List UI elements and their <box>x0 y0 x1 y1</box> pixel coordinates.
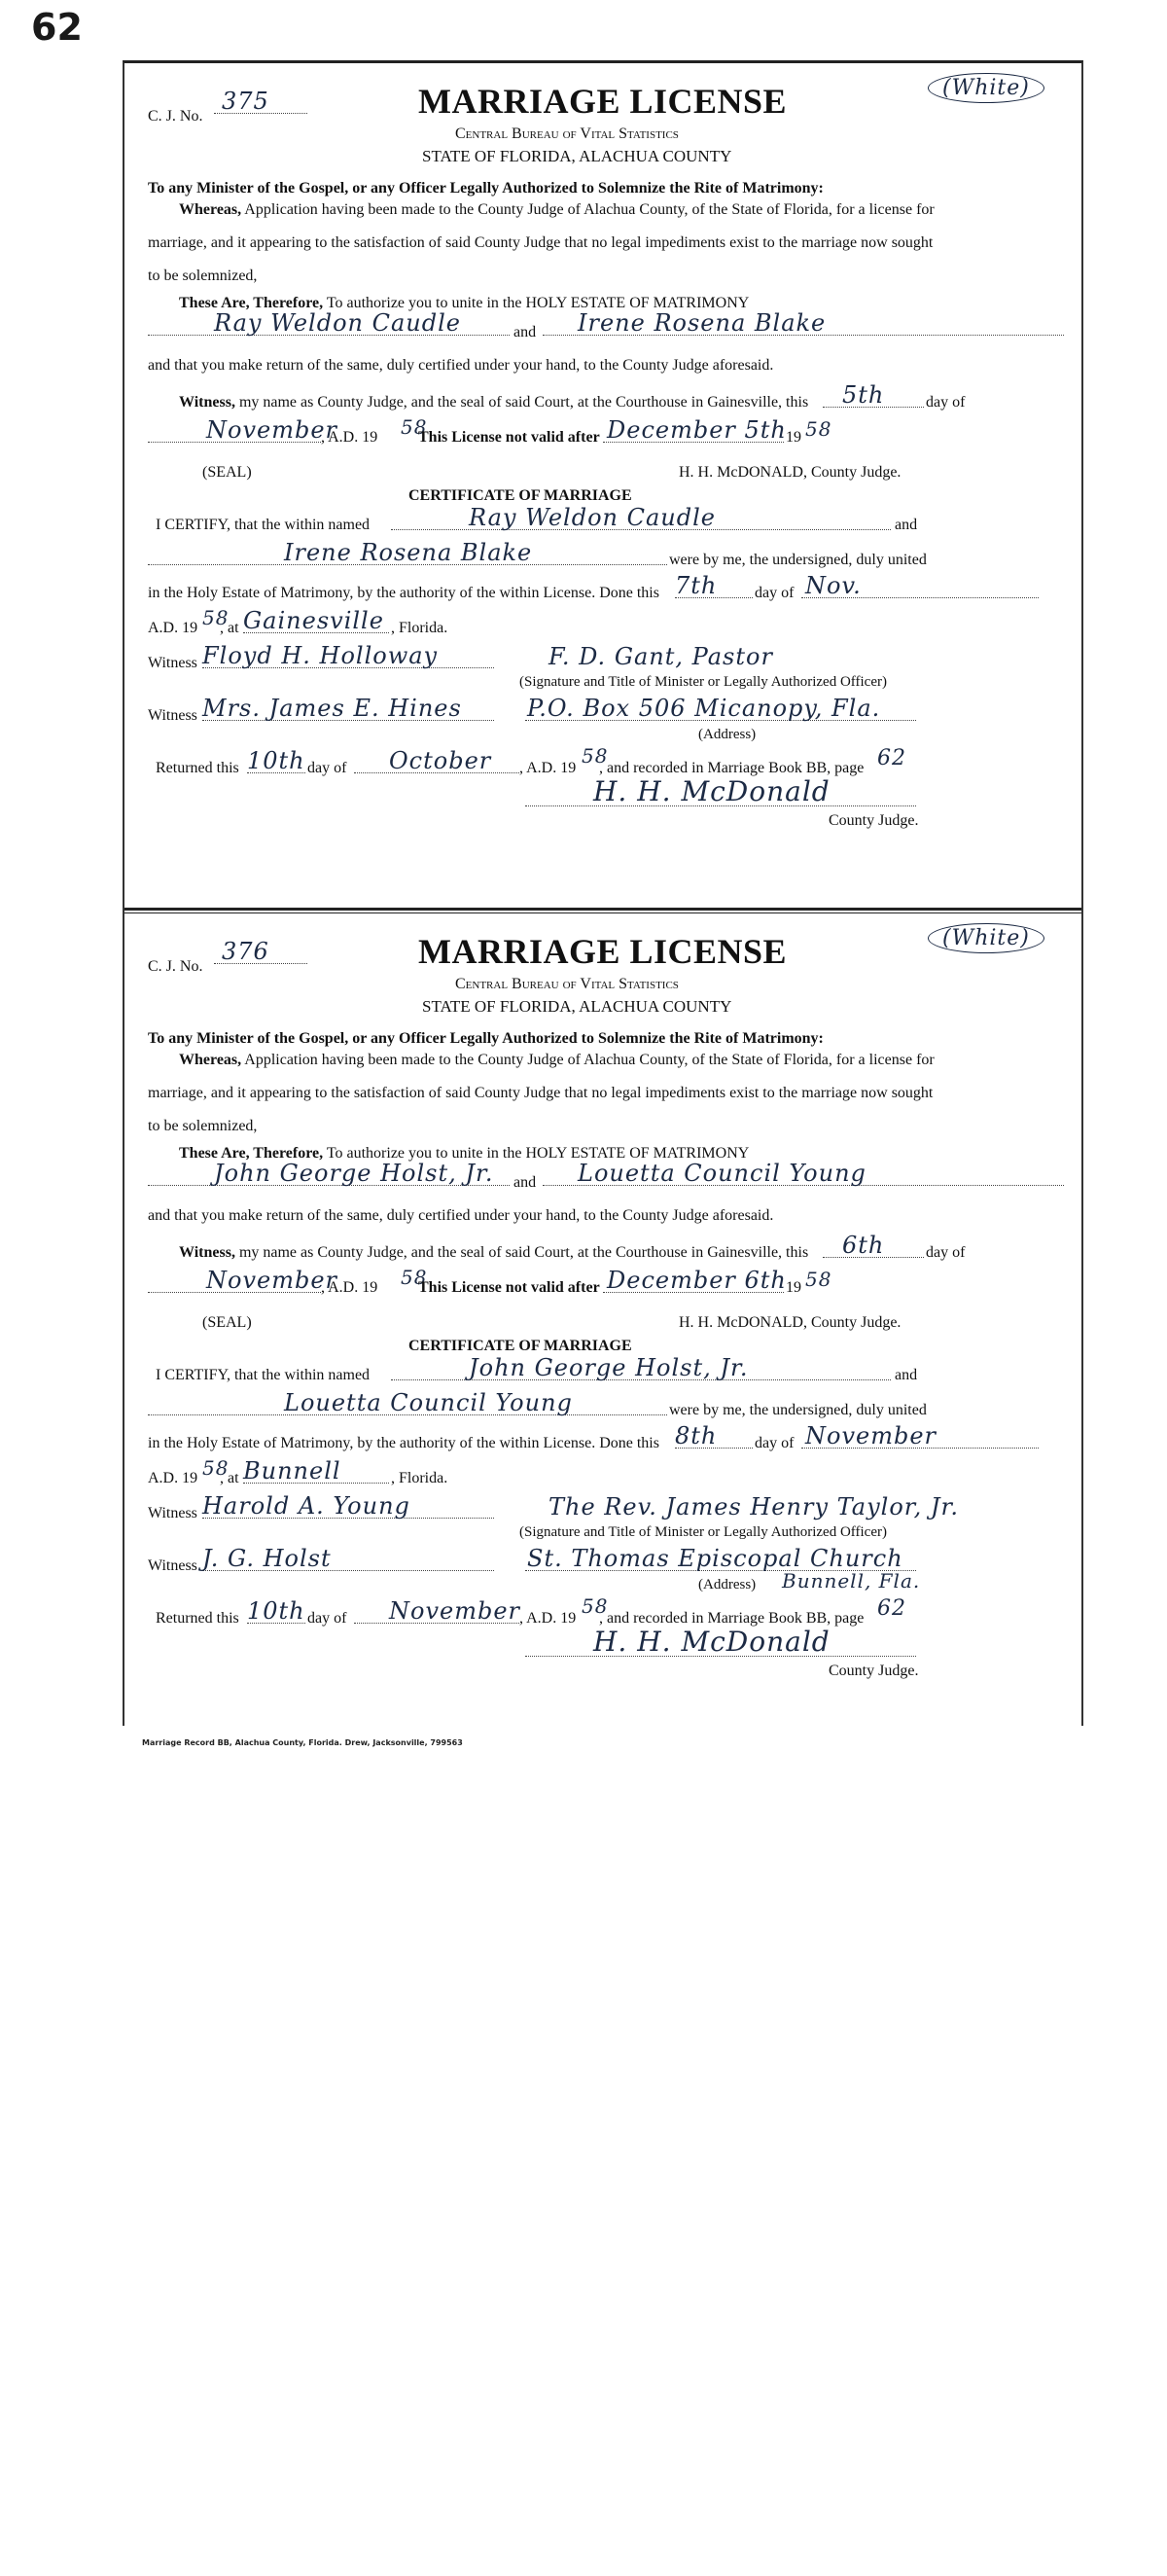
license-day-of: day of <box>926 394 966 411</box>
these-are-label: These Are, Therefore, <box>179 1145 324 1162</box>
book-page: 62 <box>877 746 906 770</box>
valid-until-field <box>603 415 787 444</box>
signature-caption: (Signature and Title of Minister or Legally Authorized Officer) <box>519 674 887 690</box>
returned-year: 58 <box>582 1594 609 1618</box>
valid-until-field <box>603 1266 787 1294</box>
done-day-field <box>675 571 753 598</box>
license-day-field <box>823 1231 924 1258</box>
witness-clause-text: my name as County Judge, and the seal of said Court, at the Courthouse in Gainesville, this <box>238 394 809 411</box>
license-day-field <box>823 380 924 408</box>
salutation: To any Minister of the Gospel, or any Officer Legally Authorized to Solemnize the Rite of Matrimony: <box>148 1030 824 1047</box>
make-return-text: and that you make return of the same, duly certified under your hand, to the County Judge aforesaid. <box>148 1207 774 1224</box>
returned-day: 10th <box>247 747 305 774</box>
done-month: Nov. <box>805 572 862 599</box>
license-title: MARRIAGE LICENSE <box>418 82 788 121</box>
returned-day-field <box>247 1596 305 1624</box>
and-label: and <box>513 1174 537 1191</box>
cert-bride-field <box>148 538 667 565</box>
cert-ad: A.D. 19 <box>148 620 198 636</box>
whereas-line-1: Application having been made to the County Judge of Alachua County, of the State of Florida, for a license for <box>244 1052 935 1068</box>
license-ad: , A.D. 19 <box>321 1279 378 1296</box>
license-title: MARRIAGE LICENSE <box>418 932 788 971</box>
cert-groom-name: John George Holst, Jr. <box>469 1354 749 1381</box>
cert-ad: A.D. 19 <box>148 1470 198 1486</box>
witness-1-label: Witness <box>148 655 197 671</box>
returned-label: Returned this <box>156 760 239 776</box>
make-return-text: and that you make return of the same, duly certified under your hand, to the County Judge aforesaid. <box>148 357 774 374</box>
witness-1-field <box>202 1491 494 1519</box>
holy-estate-text: in the Holy Estate of Matrimony, by the authority of the within License. Done this <box>148 585 659 601</box>
cert-and-label: and <box>895 517 918 533</box>
county-judge-caption: County Judge. <box>829 1663 919 1679</box>
license-year: 58 <box>401 1266 428 1289</box>
groom-name: John George Holst, Jr. <box>214 1160 494 1187</box>
valid-year: 58 <box>805 417 832 441</box>
done-day-of: day of <box>755 1435 795 1451</box>
and-label: and <box>513 324 537 340</box>
done-day: 8th <box>675 1422 718 1449</box>
witness-clause <box>179 394 808 411</box>
whereas-paragraph <box>148 194 1081 293</box>
valid-year: 58 <box>805 1268 832 1291</box>
done-year: 58 <box>202 1456 230 1480</box>
cert-groom-name: Ray Weldon Caudle <box>469 504 716 531</box>
place-field <box>243 606 389 633</box>
returned-day-field <box>247 746 305 773</box>
bride-field <box>543 308 1064 336</box>
certificate-title: CERTIFICATE OF MARRIAGE <box>408 487 632 504</box>
license-month: November <box>206 416 338 444</box>
not-valid-label: This License not valid after <box>418 1279 600 1296</box>
officer-signature-field <box>525 641 914 668</box>
license-day: 6th <box>842 1232 885 1259</box>
recorded-text: , and recorded in Marriage Book BB, page <box>599 1610 865 1627</box>
state-county: STATE OF FLORIDA, ALACHUA COUNTY <box>422 147 732 165</box>
witness-2-signature: J. G. Holst <box>202 1545 332 1572</box>
license-day: 5th <box>842 381 885 409</box>
race-note: (White) <box>928 73 1044 103</box>
whereas-paragraph <box>148 1044 1081 1143</box>
returned-month-field <box>354 1596 519 1624</box>
returned-ad: , A.D. 19 <box>519 760 577 776</box>
groom-field <box>148 308 510 336</box>
address-field <box>525 1544 916 1571</box>
cj-number: 375 <box>222 88 269 115</box>
witness-clause-label: Witness, <box>179 1244 235 1261</box>
returned-day: 10th <box>247 1597 305 1625</box>
certificate-title: CERTIFICATE OF MARRIAGE <box>408 1338 632 1354</box>
address-field <box>525 694 916 721</box>
license-month-field <box>148 1266 338 1294</box>
witness-2-label: Witness <box>148 1557 197 1574</box>
cert-and-label: and <box>895 1367 918 1383</box>
whereas-line-1: Application having been made to the County Judge of Alachua County, of the State of Florida, for a license for <box>244 201 935 218</box>
were-by-me-text: were by me, the undersigned, duly united <box>669 552 927 568</box>
witness-1-signature: Floyd H. Holloway <box>202 642 439 669</box>
license-month-field <box>148 415 338 444</box>
florida-label: , Florida. <box>391 1470 448 1486</box>
place: Gainesville <box>243 607 384 634</box>
license-day-of: day of <box>926 1244 966 1261</box>
county-judge-printed: H. H. McDONALD, County Judge. <box>679 464 902 481</box>
bride-name: Louetta Council Young <box>578 1160 866 1187</box>
officer-address: P.O. Box 506 Micanopy, Fla. <box>527 695 881 722</box>
returned-month: November <box>389 1597 521 1625</box>
license-year: 58 <box>401 415 428 439</box>
officer-signature-field <box>525 1491 959 1521</box>
seal-label: (SEAL) <box>202 1314 252 1331</box>
witness-clause-text: my name as County Judge, and the seal of said Court, at the Courthouse in Gainesville, this <box>238 1244 809 1261</box>
address-caption: (Address) <box>698 1577 757 1592</box>
certify-text: I CERTIFY, that the within named <box>156 1367 371 1383</box>
returned-day-of: day of <box>307 760 347 776</box>
record-frame <box>123 60 1083 1726</box>
at-label: , at <box>220 1470 239 1486</box>
authorize-text: To authorize you to unite in the HOLY ESTATE OF MATRIMONY <box>326 295 750 311</box>
were-by-me-text: were by me, the undersigned, duly united <box>669 1402 927 1418</box>
cert-bride-name: Irene Rosena Blake <box>284 539 533 566</box>
judge-signature: H. H. McDonald <box>593 1626 831 1658</box>
whereas-label: Whereas, <box>179 201 242 218</box>
cj-number: 376 <box>222 938 269 965</box>
returned-day-of: day of <box>307 1610 347 1627</box>
salutation: To any Minister of the Gospel, or any Officer Legally Authorized to Solemnize the Rite of Matrimony: <box>148 180 824 197</box>
race-note: (White) <box>928 923 1044 953</box>
holy-estate-text: in the Holy Estate of Matrimony, by the authority of the within License. Done this <box>148 1435 659 1451</box>
book-page: 62 <box>877 1596 906 1621</box>
witness-1-field <box>202 641 494 668</box>
license-month: November <box>206 1267 338 1294</box>
officer-address: St. Thomas Episcopal Church <box>527 1545 903 1572</box>
cert-groom-field <box>391 1353 891 1380</box>
returned-label: Returned this <box>156 1610 239 1627</box>
bureau-name: Central Bureau of Vital Statistics <box>455 125 679 142</box>
whereas-label: Whereas, <box>179 1052 242 1068</box>
cj-number-field <box>214 937 307 964</box>
done-year: 58 <box>202 606 230 629</box>
witness-2-field <box>202 694 494 721</box>
witness-1-label: Witness <box>148 1505 197 1521</box>
address-caption: (Address) <box>698 727 757 742</box>
cert-groom-field <box>391 503 891 530</box>
done-day: 7th <box>675 572 718 599</box>
not-valid-label: This License not valid after <box>418 429 600 446</box>
valid-until: December 6th <box>607 1267 787 1294</box>
returned-year: 58 <box>582 744 609 768</box>
license-ad: , A.D. 19 <box>321 429 378 446</box>
returned-month-field <box>354 746 519 773</box>
judge-signature-field <box>525 775 916 807</box>
certify-text: I CERTIFY, that the within named <box>156 517 371 533</box>
done-month: November <box>805 1422 937 1449</box>
witness-2-label: Witness <box>148 707 197 724</box>
seal-label: (SEAL) <box>202 464 252 481</box>
officer-signature: F. D. Gant, Pastor <box>548 643 773 670</box>
recorded-text: , and recorded in Marriage Book BB, page <box>599 760 865 776</box>
cert-bride-name: Louetta Council Young <box>284 1389 573 1416</box>
whereas-line-2: marriage, and it appearing to the satisfaction of said County Judge that no legal impediments exist to the marriage now sought <box>148 1085 934 1101</box>
returned-ad: , A.D. 19 <box>519 1610 577 1627</box>
done-day-field <box>675 1421 753 1449</box>
done-month-field <box>801 571 1039 598</box>
at-label: , at <box>220 620 239 636</box>
bureau-name: Central Bureau of Vital Statistics <box>455 976 679 992</box>
valid-until: December 5th <box>607 416 787 444</box>
groom-field <box>148 1159 510 1186</box>
done-day-of: day of <box>755 585 795 601</box>
authorize-text: To authorize you to unite in the HOLY ESTATE OF MATRIMONY <box>326 1145 750 1162</box>
witness-clause <box>179 1244 808 1262</box>
witness-1-signature: Harold A. Young <box>202 1492 410 1520</box>
witness-2-field <box>202 1544 494 1571</box>
valid-year-prefix: 19 <box>786 429 801 446</box>
judge-signature: H. H. McDonald <box>593 775 831 807</box>
florida-label: , Florida. <box>391 620 448 636</box>
whereas-line-3: to be solemnized, <box>148 1118 258 1134</box>
county-judge-printed: H. H. McDONALD, County Judge. <box>679 1314 902 1331</box>
footer-imprint: Marriage Record BB, Alachua County, Florida. Drew, Jacksonville, 799563 <box>142 1738 463 1747</box>
cert-bride-field <box>148 1388 667 1415</box>
license-divider <box>124 908 1081 913</box>
officer-signature: The Rev. James Henry Taylor, Jr. <box>548 1493 959 1521</box>
groom-name: Ray Weldon Caudle <box>214 309 461 337</box>
valid-year-prefix: 19 <box>786 1279 801 1296</box>
signature-caption: (Signature and Title of Minister or Legally Authorized Officer) <box>519 1524 887 1540</box>
bride-name: Irene Rosena Blake <box>578 309 827 337</box>
cj-number-field <box>214 87 307 114</box>
page-number: 62 <box>31 6 83 49</box>
cj-number-label: C. J. No. <box>148 108 203 125</box>
witness-2-signature: Mrs. James E. Hines <box>202 695 462 722</box>
whereas-line-2: marriage, and it appearing to the satisfaction of said County Judge that no legal impediments exist to the marriage now sought <box>148 234 934 251</box>
cj-number-label: C. J. No. <box>148 958 203 975</box>
returned-month: October <box>389 747 492 774</box>
county-judge-caption: County Judge. <box>829 812 919 829</box>
place: Bunnell <box>243 1457 341 1485</box>
witness-clause-label: Witness, <box>179 394 235 411</box>
bride-field <box>543 1159 1064 1186</box>
whereas-line-3: to be solemnized, <box>148 268 258 284</box>
place-field <box>243 1456 389 1484</box>
these-are-label: These Are, Therefore, <box>179 295 324 311</box>
judge-signature-field <box>525 1626 916 1658</box>
address-extra: Bunnell, Fla. <box>782 1569 921 1592</box>
state-county: STATE OF FLORIDA, ALACHUA COUNTY <box>422 997 732 1016</box>
done-month-field <box>801 1421 1039 1449</box>
